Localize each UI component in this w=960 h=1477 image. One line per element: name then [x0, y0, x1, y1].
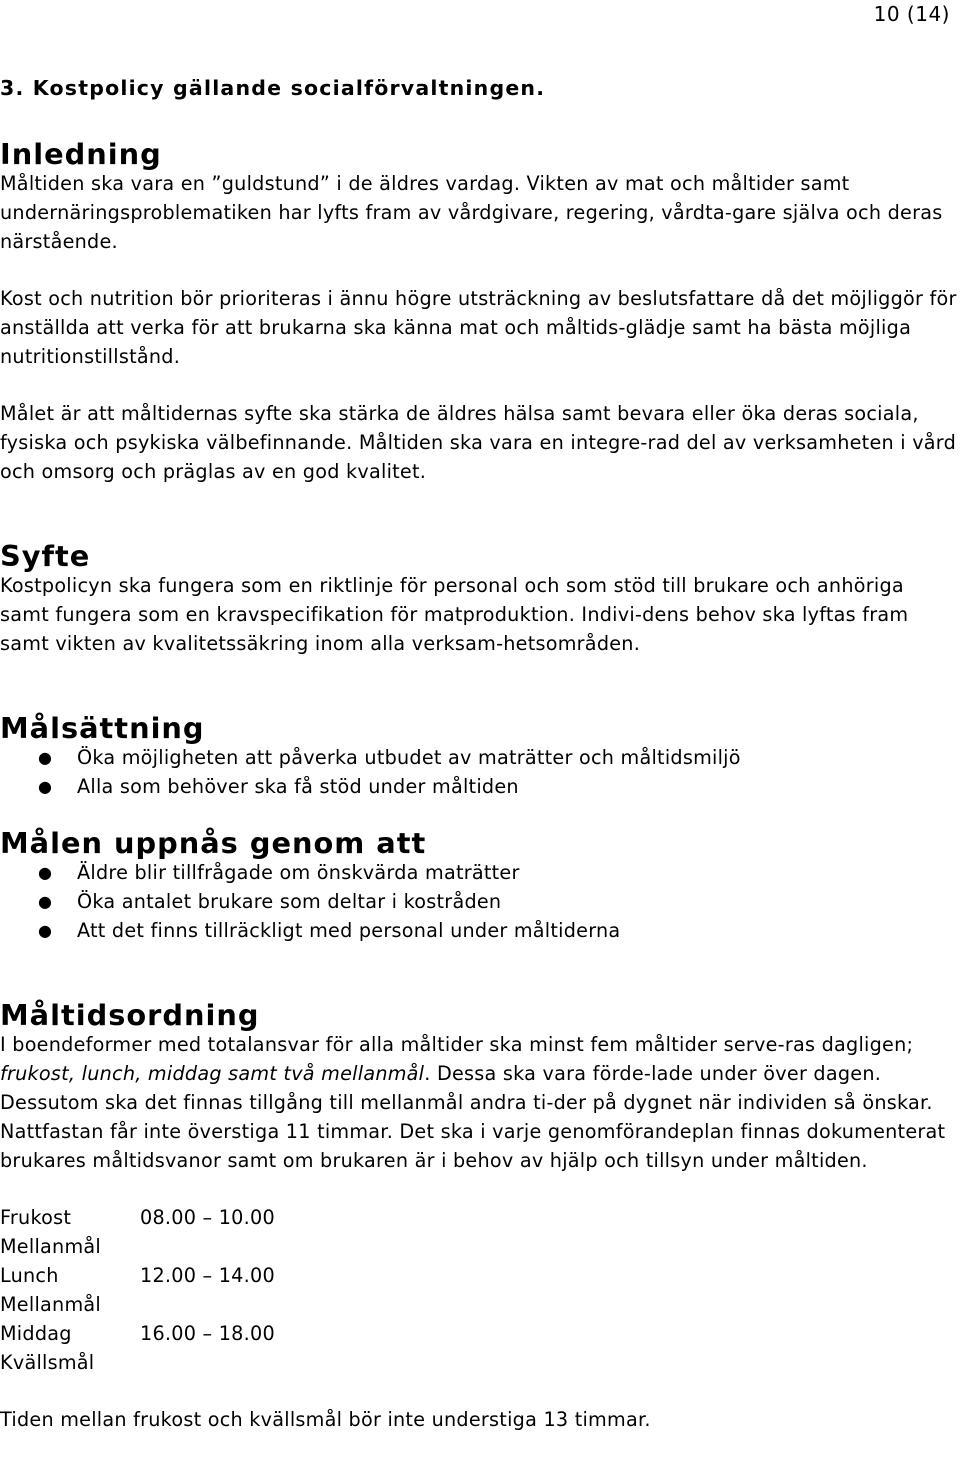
document-title: 3. Kostpolicy gällande socialförvaltningen.: [0, 76, 546, 100]
meal-time: 16.00 – 18.00: [140, 1322, 275, 1345]
bullet-list: [0, 858, 958, 945]
paragraph: Måltiden ska vara en ”guldstund” i de äldres vardag. Vikten av mat och måltider samt undernäringsproblematiken har lyfts fram av vårdgivare, regering, vårdta-gare själva och deras närstående.: [0, 172, 943, 253]
meal-name: Mellanmål: [0, 1235, 101, 1258]
section-maltidsordning: [0, 998, 958, 1434]
meal-name: Middag: [0, 1322, 72, 1345]
schedule-row: [0, 1232, 958, 1261]
meal-time: 08.00 – 10.00: [140, 1206, 275, 1229]
paragraph: Målet är att måltidernas syfte ska stärka de äldres hälsa samt bevara eller öka deras sociala, fysiska och psykiska välbefinnande. Måltiden ska vara en integre-rad del av verksamheten i vård och omsorg och präglas av en god kvalitet.: [0, 402, 957, 483]
section-heading-malen: Målen uppnås genom att: [0, 826, 427, 860]
bullet-icon: ●: [38, 921, 53, 940]
paragraph: Kostpolicyn ska fungera som en riktlinje för personal och som stöd till brukare och anhöriga samt fungera som en kravspecifikation för matproduktion. Indivi-dens behov ska lyftas fram samt vikten av kvalitetssäkring inom alla verksam-hetsområden.: [0, 574, 909, 655]
section-syfte: [0, 539, 958, 658]
schedule-row: [0, 1348, 958, 1377]
schedule-row: [0, 1290, 958, 1319]
meal-name: Mellanmål: [0, 1293, 101, 1316]
schedule-row: [0, 1261, 958, 1290]
list-item: ● Alla som behöver ska få stöd under måltiden: [0, 772, 958, 801]
list-item: ● Öka möjligheten att påverka utbudet av maträtter och måltidsmiljö: [0, 743, 958, 772]
bullet-icon: ●: [38, 777, 53, 796]
paragraph: Kost och nutrition bör prioriteras i ännu högre utsträckning av beslutsfattare då det möjliggör för anställda att verka för att brukarna ska känna mat och måltids-glädje samt ha bästa möjliga nutritionstillstånd.: [0, 287, 957, 368]
section-inledning: [0, 137, 958, 486]
meal-name: Lunch: [0, 1264, 59, 1287]
bullet-icon: ●: [38, 863, 53, 882]
meal-list-emphasis: frukost, lunch, middag samt två mellanmål: [0, 1062, 425, 1085]
document-body: [0, 72, 958, 1434]
section-malen: [0, 826, 958, 945]
meal-schedule: [0, 1203, 958, 1377]
list-item: ● Öka antalet brukare som deltar i kostråden: [0, 887, 958, 916]
section-malsattning: [0, 711, 958, 801]
bullet-icon: ●: [38, 748, 53, 767]
section-heading-malsattning: Målsättning: [0, 711, 205, 745]
section-heading-syfte: Syfte: [0, 539, 91, 573]
bullet-icon: ●: [38, 892, 53, 911]
meal-name: Frukost: [0, 1206, 72, 1229]
section-heading-inledning: Inledning: [0, 137, 162, 171]
schedule-row: [0, 1319, 958, 1348]
paragraph: I boendeformer med totalansvar för alla måltider ska minst fem måltider serve-ras dagligen; frukost, lunch, middag samt två mellanmål. Dessa ska vara förde-lade under över dagen. Dessutom ska det finnas tillgång till mellanmål andra ti-der på dygnet när individen så önskar. Nattfastan får inte överstiga 11 timmar. Det ska i varje genomförandeplan finnas dokumenterat brukares måltidsvanor samt om brukaren är i behov av hjälp och tillsyn under måltiden.: [0, 1033, 946, 1172]
closing-paragraph: Tiden mellan frukost och kvällsmål bör inte understiga 13 timmar.: [0, 1408, 651, 1431]
section-heading-maltidsordning: Måltidsordning: [0, 998, 260, 1032]
meal-time: 12.00 – 14.00: [140, 1264, 275, 1287]
list-item: ● Att det finns tillräckligt med personal under måltiderna: [0, 916, 958, 945]
list-item: ● Äldre blir tillfrågade om önskvärda maträtter: [0, 858, 958, 887]
page-number: 10 (14): [873, 2, 950, 26]
bullet-list: [0, 743, 958, 801]
schedule-row: [0, 1203, 958, 1232]
meal-name: Kvällsmål: [0, 1351, 95, 1374]
